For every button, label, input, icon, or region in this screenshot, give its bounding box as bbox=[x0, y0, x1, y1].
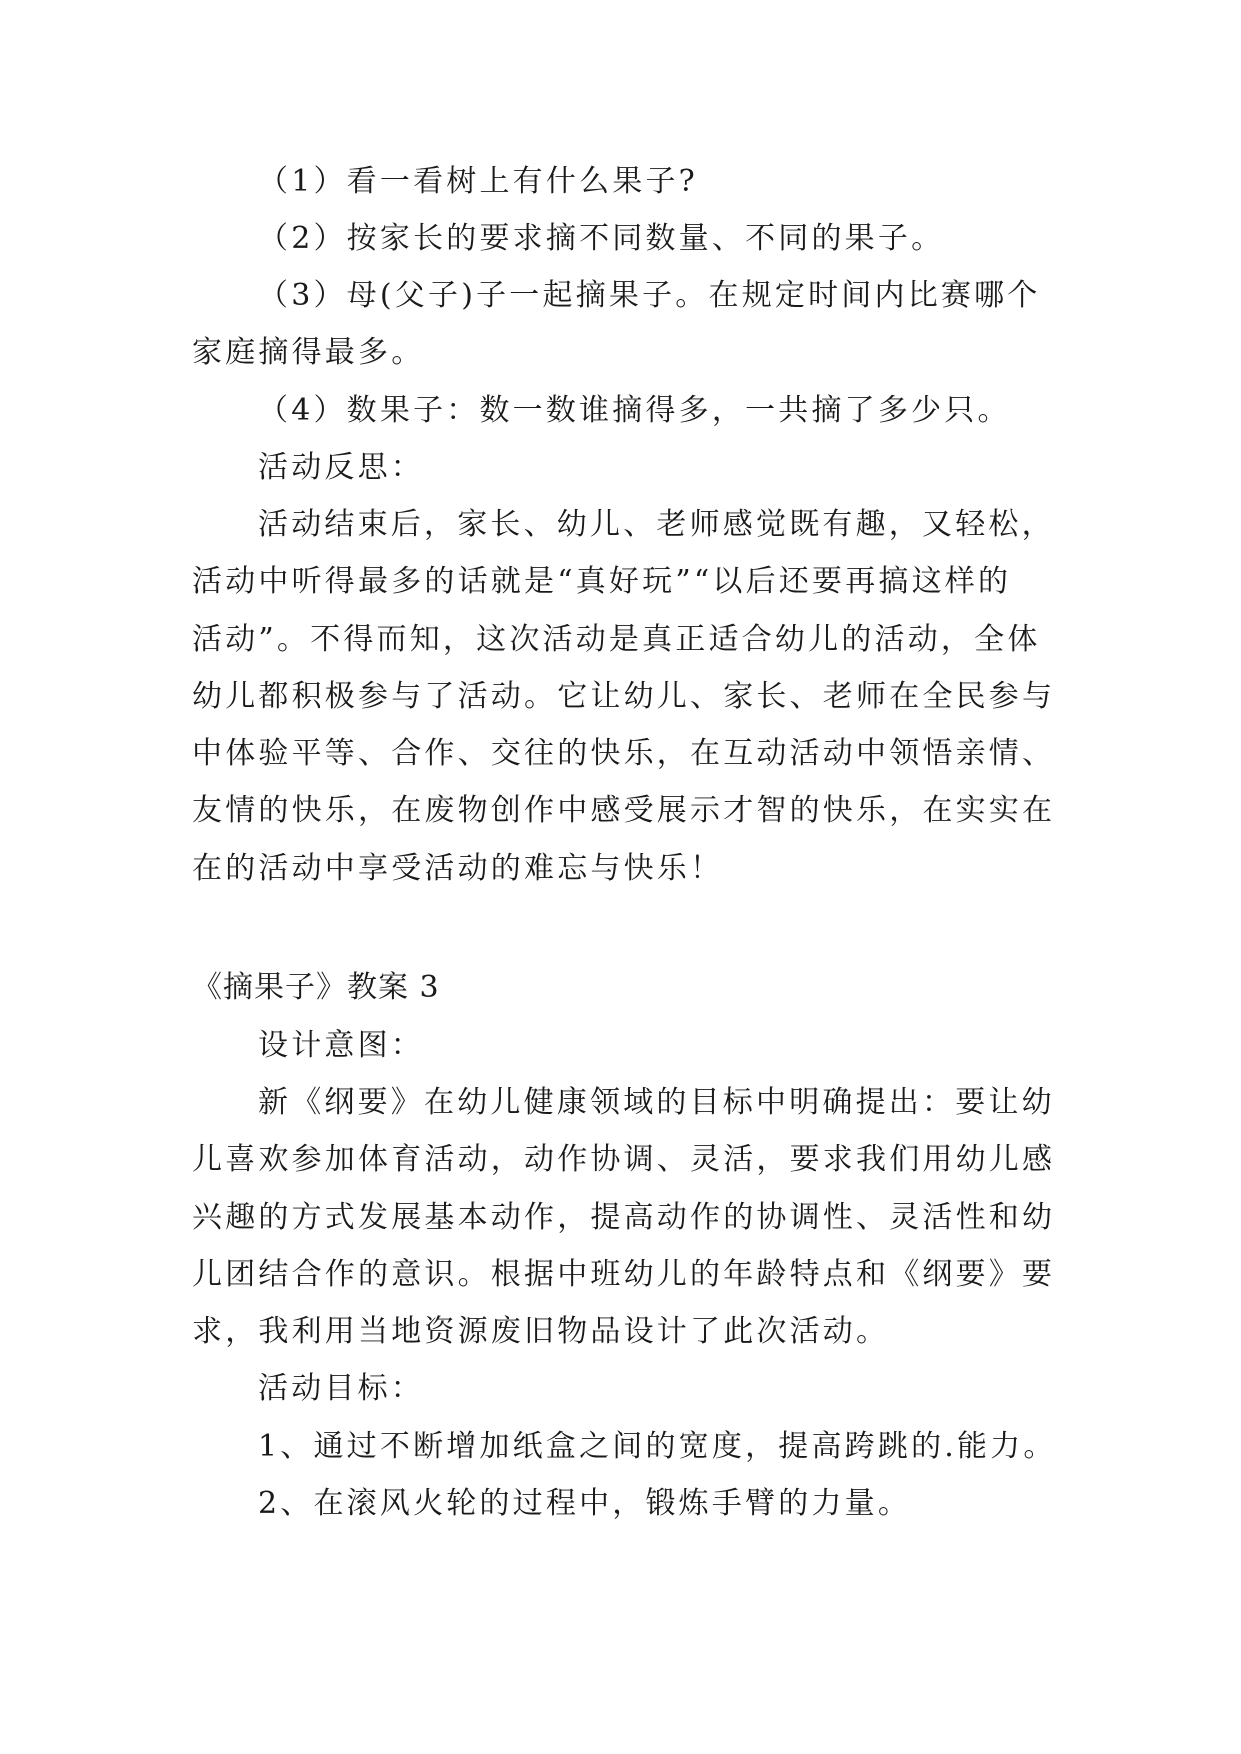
design-line: 儿团结合作的意识。根据中班幼儿的年龄特点和《纲要》要 bbox=[192, 1257, 1056, 1292]
step-2: （2）按家长的要求摘不同数量、不同的果子。 bbox=[258, 221, 945, 256]
step-1: （1）看一看树上有什么果子? bbox=[258, 164, 698, 199]
reflection-line: 活动”。不得而知，这次活动是真正适合幼儿的活动，全体 bbox=[192, 622, 1041, 657]
design-line: 新《纲要》在幼儿健康领域的目标中明确提出：要让幼 bbox=[258, 1085, 1055, 1120]
goal-1: 1、通过不断增加纸盒之间的宽度，提高跨跳的.能力。 bbox=[258, 1429, 1057, 1464]
reflection-line: 中体验平等、合作、交往的快乐，在互动活动中领悟亲情、 bbox=[192, 736, 1056, 771]
reflection-line: 在的活动中享受活动的难忘与快乐！ bbox=[192, 851, 724, 886]
step-3: （3）母(父子)子一起摘果子。在规定时间内比赛哪个 bbox=[258, 278, 1041, 313]
reflection-heading: 活动反思： bbox=[258, 450, 424, 485]
step-3-continued: 家庭摘得最多。 bbox=[192, 335, 425, 370]
step-4: （4）数果子：数一数谁摘得多，一共摘了多少只。 bbox=[258, 393, 1011, 428]
reflection-line: 幼儿都积极参与了活动。它让幼儿、家长、老师在全民参与 bbox=[192, 679, 1056, 714]
design-line: 兴趣的方式发展基本动作，提高动作的协调性、灵活性和幼 bbox=[192, 1200, 1056, 1235]
reflection-line: 友情的快乐，在废物创作中感受展示才智的快乐，在实实在 bbox=[192, 793, 1056, 828]
design-heading: 设计意图： bbox=[258, 1028, 424, 1063]
goals-heading: 活动目标： bbox=[258, 1371, 424, 1406]
goal-2: 2、在滚风火轮的过程中，锻炼手臂的力量。 bbox=[258, 1486, 912, 1521]
design-line: 儿喜欢参加体育活动，动作协调、灵活，要求我们用幼儿感 bbox=[192, 1142, 1056, 1177]
lesson-title: 《摘果子》教案 3 bbox=[192, 970, 440, 1005]
reflection-line: 活动结束后，家长、幼儿、老师感觉既有趣，又轻松， bbox=[258, 507, 1055, 542]
design-line: 求，我利用当地资源废旧物品设计了此次活动。 bbox=[192, 1314, 890, 1349]
reflection-line: 活动中听得最多的话就是“真好玩”“以后还要再搞这样的 bbox=[192, 564, 1012, 599]
